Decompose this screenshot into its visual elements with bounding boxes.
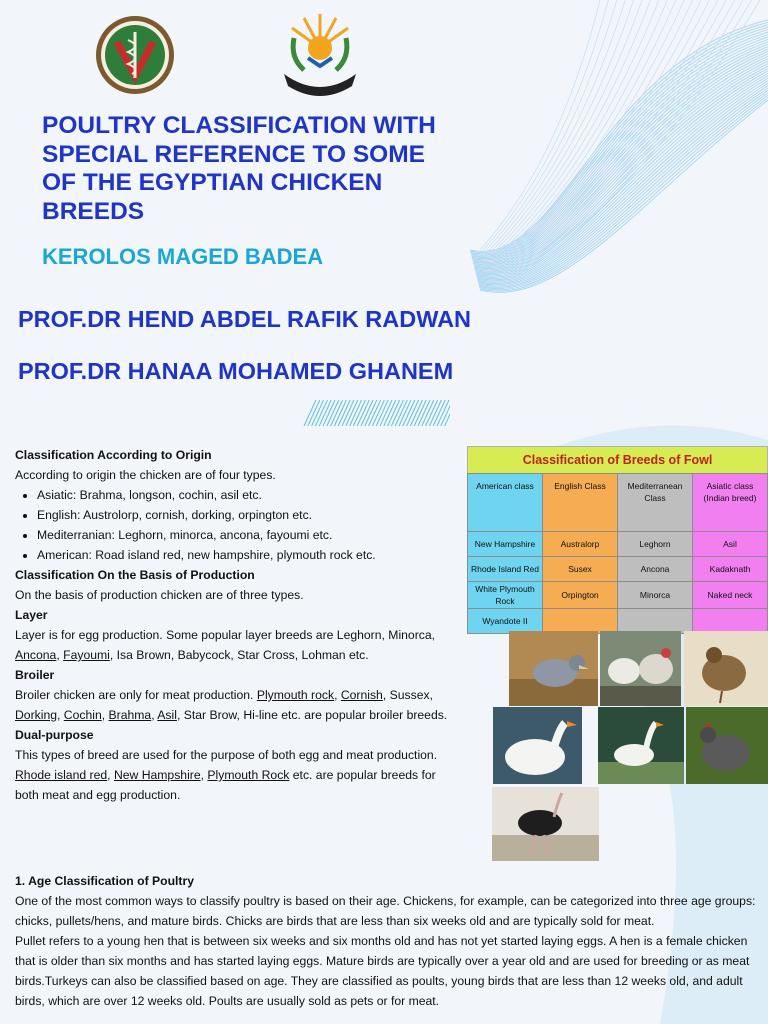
age-paragraph-2: Pullet refers to a young hen that is between six weeks and six months old and has not yet started laying eggs. A hen is a female chicken that is older than six months and has started laying eggs. Mature birds are typically over a year old and are used for breeding or as meat birds.Turkeys can also be classified based on age. They are classified as poults, young birds that are less than 12 weeks old, and adult birds, which are over 12 weeks old. Poults are usually sold as pets or for meat. (15, 934, 750, 1008)
turkeys-photo (600, 631, 681, 706)
layer-paragraph: Layer is for egg production. Some popular layer breeds are Leghorn, Minorca, Ancona, Fayoumi, Isa Brown, Babycock, Star Cross, Lohman etc. (15, 628, 436, 662)
broiler-heading: Broiler (15, 668, 55, 682)
hatch-divider (300, 396, 450, 430)
broiler-paragraph: Broiler chicken are only for meat production. Plymouth rock, Cornish, Sussex, Dorking, Cochin, Brahma, Asil, Star Brow, Hi-line etc. are popular broiler breeds. (15, 688, 448, 722)
pigeon-photo (509, 631, 598, 706)
table-header: Mediterranean Class (618, 474, 693, 532)
mansoura-university-emblem (274, 8, 366, 98)
list-item: • American: Road island red, new hampshire, plymouth rock etc. (37, 545, 461, 565)
table-cell: Orpington (543, 582, 618, 609)
table-cell: White Plymouth Rock (468, 582, 543, 609)
dual-purpose-paragraph: This types of breed are used for the purpose of both egg and meat production. Rhode island red, New Hampshire, Plymouth Rock etc. are popular breeds for both meat and egg production. (15, 748, 438, 802)
list-item: • Mediterranian: Leghorn, minorca, ancona, fayoumi etc. (37, 525, 461, 545)
table-cell: Kadaknath (693, 557, 768, 582)
poster-title: POULTRY CLASSIFICATION WITH SPECIAL REFERENCE TO SOME OF THE EGYPTIAN CHICKEN BREEDS (42, 112, 436, 225)
breed-link[interactable]: Fayoumi (63, 648, 110, 662)
table-cell (693, 609, 768, 634)
breed-link[interactable]: Cornish (340, 688, 383, 702)
breed-link[interactable]: Dorking (15, 708, 57, 722)
breed-link[interactable]: Rhode island red (15, 768, 108, 782)
table-cell: Naked neck (693, 582, 768, 609)
hen-photo (686, 707, 768, 784)
table-cell: Susex (543, 557, 618, 582)
table-header: English Class (543, 474, 618, 532)
table-cell: New Hampshire (468, 532, 543, 557)
age-heading: 1. Age Classification of Poultry (15, 874, 195, 888)
classification-column (15, 445, 461, 805)
table-header: Asiatic class (Indian breed) (693, 474, 768, 532)
list-item: • Asiatic: Brahma, longson, cochin, asil etc. (37, 485, 461, 505)
production-heading: Classification On the Basis of Production (15, 568, 255, 582)
origin-list (15, 485, 461, 565)
faculty-seal-logo (94, 14, 176, 96)
origin-intro: According to origin the chicken are of four types. (15, 468, 276, 482)
quail-photo (684, 631, 768, 706)
breed-link[interactable]: Plymouth Rock (207, 768, 290, 782)
age-paragraph-1: One of the most common ways to classify poultry is based on their age. Chickens, for example, can be categorized into three age groups: chicks, pullets/hens, and mature birds. Chicks are birds that are less than six weeks old and are typically sold for meat. (15, 894, 756, 928)
breed-link[interactable]: Asil (157, 708, 177, 722)
supervisor-2: PROF.DR HANAA MOHAMED GHANEM (18, 358, 454, 384)
table-cell: Wyandote II (468, 609, 543, 634)
list-item: • English: Austrolorp, cornish, dorking, orpington etc. (37, 505, 461, 525)
supervisor-1: PROF.DR HEND ABDEL RAFIK RADWAN (18, 306, 472, 332)
dual-purpose-heading: Dual-purpose (15, 728, 94, 742)
table-cell: Rhode Island Red (468, 557, 543, 582)
breed-classification-table (467, 446, 768, 634)
table-cell: Leghorn (618, 532, 693, 557)
breed-link[interactable]: Ancona (15, 648, 57, 662)
breed-link[interactable]: Cochin (63, 708, 102, 722)
table-header: American class (468, 474, 543, 532)
breed-link[interactable]: Plymouth rock (256, 688, 335, 702)
author-name: KEROLOS MAGED BADEA (42, 244, 324, 269)
layer-heading: Layer (15, 608, 48, 622)
origin-heading: Classification According to Origin (15, 448, 212, 462)
table-cell (618, 609, 693, 634)
table-cell: Australorp (543, 532, 618, 557)
table-cell (543, 609, 618, 634)
breed-link[interactable]: Brahma (108, 708, 152, 722)
table-cell: Asil (693, 532, 768, 557)
breed-table-title: Classification of Breeds of Fowl (467, 446, 768, 473)
table-cell: Minorca (618, 582, 693, 609)
white-geese-photo (598, 707, 684, 784)
table-cell: Ancona (618, 557, 693, 582)
age-classification-section (15, 871, 768, 1011)
breed-link[interactable]: New Hampshire (113, 768, 201, 782)
production-intro: On the basis of production chicken are of three types. (15, 588, 304, 602)
goose-photo (493, 707, 582, 784)
ostrich-photo (492, 787, 599, 861)
